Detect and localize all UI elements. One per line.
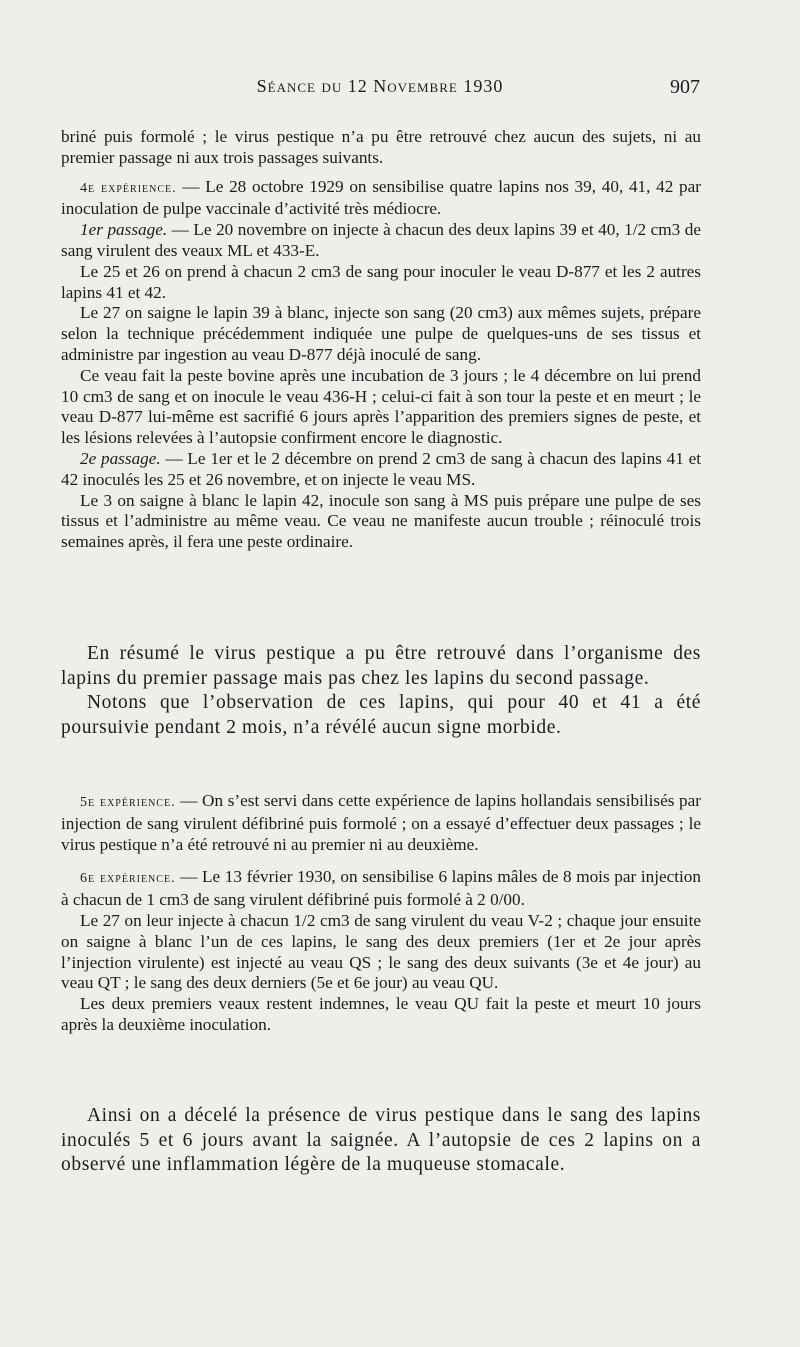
subsection-label: 1er passage. [80, 220, 168, 240]
paragraph [61, 449, 701, 491]
section-label: 6e expérience. [80, 871, 176, 887]
text-block-experience-4 [61, 127, 701, 553]
paragraph [61, 220, 701, 262]
section-label: 5e expérience. [80, 795, 176, 810]
conclusion-paragraph: Ainsi on a décelé la présence de virus pestique dans le sang des lapins inoculés 5 et 6 jours avant la saignée. A l’autopsie de ces 2 lapins on a observé une inflammation légère de la muqueuse stomacale. [61, 1105, 701, 1176]
paragraph [61, 867, 701, 911]
paragraph-text: — Le 28 octobre 1929 on sensibilise quatre lapins nos 39, 40, 41, 42 par inoculation de pulpe vaccinale d’activité très médiocre. [61, 176, 701, 219]
paragraph-text: — Le 1er et le 2 décembre on prend 2 cm3 de sang à chacun des lapins 41 et 42 inoculés les 25 et 26 novembre, et on injecte le veau MS. [61, 448, 702, 489]
subsection-label: 2e passage. [80, 448, 161, 468]
summary-paragraph: Notons que l’observation de ces lapins, qui pour 40 et 41 a été poursuivie pendant 2 mois, n’a révélé aucun signe morbide. [61, 692, 701, 738]
paragraph-text: — Le 13 février 1930, on sensibilise 6 lapins mâles de 8 mois par injection à chacun de 1 cm3 de sang virulent défibriné puis formolé à 2 0/00. [61, 867, 701, 910]
paragraph: Le 3 on saigne à blanc le lapin 42, inocule son sang à MS puis prépare une pulpe de ses tissus et l’administre au même veau. Ce veau ne manifeste aucun trouble ; réinoculé trois semaines après, il fera une peste ordinaire. [61, 490, 701, 552]
paragraph: Le 27 on saigne le lapin 39 à blanc, injecte son sang (20 cm3) aux mêmes sujets, prépare selon la technique précédemment indiquée une pulpe de quelques-uns de ses tissus et administre par ingestion au veau D-877 déjà inoculé de sang. [61, 303, 701, 364]
paragraph [61, 791, 701, 855]
paragraph: briné puis formolé ; le virus pestique n’a pu être retrouvé chez aucun des sujets, ni au premier passage ni aux trois passages suivants. [61, 127, 701, 167]
conclusion-block [61, 1104, 701, 1178]
summary-block [61, 642, 701, 740]
paragraph: Le 27 on leur injecte à chacun 1/2 cm3 de sang virulent du veau V-2 ; chaque jour ensuite on saigne à blanc l’un de ces lapins, le sang des deux premiers (1er et 2e jour après l’injection virulente) est injecté au veau QS ; le sang des deux suivants (3e et 4e jour) au veau QT ; le sang des deux derniers (5e et 6e jour) au veau QU. [61, 910, 701, 993]
summary-paragraph: En résumé le virus pestique a pu être retrouvé dans l’organisme des lapins du premier passage mais pas chez les lapins du second passage. [61, 643, 701, 689]
section-label: 4e expérience. [80, 180, 177, 196]
paragraph: Le 25 et 26 on prend à chacun 2 cm3 de sang pour inoculer le veau D-877 et les 2 autres lapins 41 et 42. [61, 261, 701, 302]
text-block-experiences-5-6 [61, 791, 701, 1036]
paragraph: Ce veau fait la peste bovine après une incubation de 3 jours ; le 4 décembre on lui prend 10 cm3 de sang et on inocule le veau 436-H ; celui-ci fait à son tour la peste et en meurt ; le veau D-877 lui-même est sacrifié 6 jours après l’apparition des premiers signes de peste, et les lésions relevées à l’autopsie confirment encore le diagnostic. [61, 365, 701, 448]
page-header [60, 76, 700, 102]
paragraph-text: — Le 20 novembre on injecte à chacun des deux lapins 39 et 40, 1/2 cm3 de sang virulent des veaux ML et 433-E. [61, 220, 702, 260]
paragraph: Les deux premiers veaux restent indemnes, le veau QU fait la peste et meurt 10 jours après la deuxième inoculation. [61, 994, 701, 1034]
running-title: Séance du 12 Novembre 1930 [256, 76, 504, 96]
paragraph [61, 177, 701, 221]
page-number: 907 [670, 76, 700, 98]
paragraph-text: — On s’est servi dans cette expérience de lapins hollandais sensibilisés par injection de sang virulent défibriné puis formolé ; on a essayé d’effectuer deux passages ; le virus pestique n’a été retrouvé ni au premier ni au deuxième. [61, 791, 701, 854]
